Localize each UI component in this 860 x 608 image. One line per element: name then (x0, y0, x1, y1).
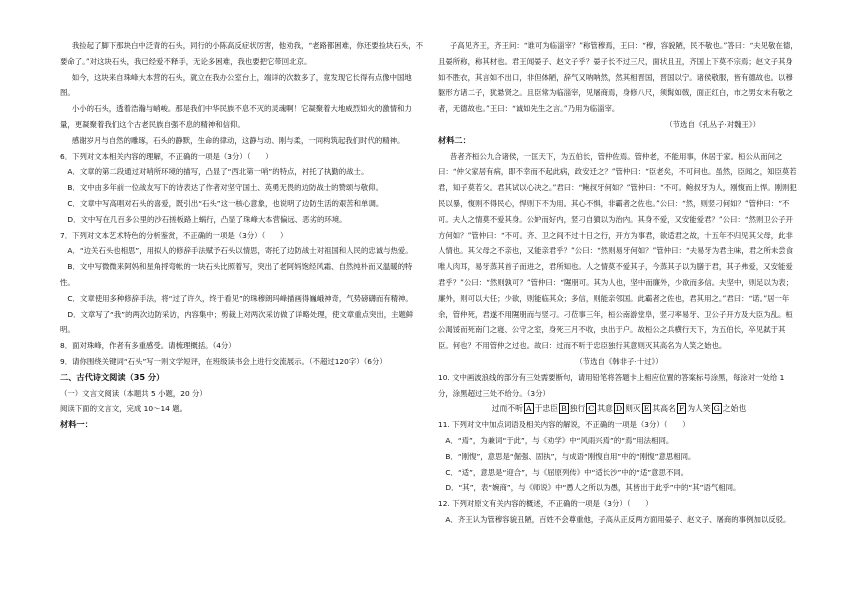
question-11-options (438, 433, 800, 496)
material-one-source: （节选自《孔丛子·对魏王》） (665, 119, 760, 129)
break-marker-G: G (713, 404, 720, 414)
sentence-fragment: 其高名 (652, 404, 676, 414)
answer-option: C．文章使用多种修辞手法，将“过了许久，终于看见”的珠穆朗玛峰描画得巍峨神奇，气势磅礴而有精神。 (67, 293, 413, 303)
section-heading: 二、古代诗文阅读（35 分） (60, 371, 165, 382)
answer-option: C．“适”，意思是“迎合”，与《屈原列传》中“适长沙”中的“适”意思不同。 (445, 467, 689, 477)
answer-option: B．文中写微微来阿妈和星角捋弯帐的一块石头比照着写，突出了老阿妈饱经风霜、自然纯朴而又温暖的特性。 (60, 262, 413, 287)
answer-option: A．齐王认为管穆容貌丑陋，百姓不会尊重他，子高从正反两方面用晏子、赵文子、屠商的事例加以反驳。 (445, 514, 791, 524)
answer-option: B．文中由多年前一位战友写下的诗表达了作者对坚守国土、英勇无畏的边防战士的赞颂与敬仰。 (67, 183, 383, 193)
material-two-text (438, 149, 800, 354)
passage-paragraph: 我捡起了脚下那块白中泛青的石头，同行的小陈高反症状厉害，他劝我，“老路都困难，你还要捡块石头，不要命了。”对这块石头，我已经爱不释手，无论多困难，我也要把它带回北京。 (60, 41, 423, 66)
sentence-fragment: 之始也 (722, 404, 747, 414)
instruction-text: 阅读下面的文言文，完成 10～14 题。 (60, 404, 187, 414)
answer-option: D．“其”，表“婉商”，与《师说》中“愚人之所以为愚，其皆出于此乎”中的“其”语气相同。 (445, 483, 741, 493)
answer-option: D．文章写了“我”的两次边防采访，内容集中；剪裁上对两次采访做了详略处理，使文章重点突出，主题鲜明。 (60, 309, 414, 335)
sentence-fragment: 独行 (569, 404, 586, 414)
answer-option: A．“边关石头也相思”，用拟人的修辞手法赋予石头以情思，寄托了边防战士对祖国和人民的忠诚与热爱。 (67, 246, 413, 256)
answer-option: A．文章的第二段通过对哨所环境的描写，凸显了“西北第一哨”的特点，衬托了执勤的战士。 (67, 167, 369, 177)
sentence-fragment: 为人笑 (687, 404, 711, 414)
material-one-text (438, 38, 800, 117)
question-12-options (438, 512, 800, 528)
sentence-fragment: 其意 (597, 404, 613, 414)
material-two-source: （节选自《韩非子·十过》） (575, 356, 663, 366)
question-stem: 6．下列对文本相关内容的理解，不正确的一项是（3分）（ ） (60, 151, 273, 161)
material-paragraph: 昔者齐桓公九合诸侯，一匡天下，为五伯长，管仲佐焉。管仲老，不能用事，休居于家。桓公从而问之曰：“仲父家居有病，即不幸而不起此病，政安迁之？”管仲曰：“臣老矣，不可问也。虽然，臣闻之，知臣莫若君，知子莫若父。君其试以心决之。”君曰：“鲍叔牙何如？”管仲曰：“不可。鲍叔牙为人，刚愎而上悍。刚则犯民以暴，愎则不得民心，悍则下不为用。其心不惧，非霸者之佐也。”公曰：“然，则竖刁何如？”管仲曰：“不可。夫人之情莫不爱其身。公妒而好内，竖刁自獖以为治内。其身不爱，又安能爱君？”公曰：“然则卫公子开方何如？”管仲曰：“不可。齐、卫之间不过十日之行，开方为事君，欲适君之故，十五年不归见其父母，此非人情也。其父母之不亲也，又能亲君乎？”公曰：“然则易牙何如？”管仲曰：“夫易牙为君主味，君之所未尝食唯人肉耳，易牙蒸其首子而进之，君所知也。人之情莫不爱其子，今蒸其子以为膳于君，其子弗爱，又安能爱君乎？”公曰：“然则孰可？”管仲曰：“隰朋可。其为人也，坚中而廉外，少欲而多信。夫坚中，则足以为表；廉外，则可以大任；少欲，则能临其众；多信，则能亲邻国。此霸者之佐也，君其用之。”君曰：“诺。”居一年余，管仲死，君遂不用隰朋而与竖刁。刁莅事三年，桓公南游堂阜，竖刁率易牙、卫公子开方及大臣为乱。桓公渴馁而死南门之寝、公守之室，身死三月不收，虫出于户。故桓公之兵横行天下，为五伯长，卒见弑于其臣。何也？不用管仲之过也。故曰：过而不听于忠臣独行其意则灭其高名为人笑之始也。 (438, 151, 797, 351)
question-12-stem: 12. 下列对原文有关内容的概述，不正确的一项是（3分）（ ） (438, 499, 653, 509)
break-marker-B: B (560, 404, 567, 414)
break-marker-E: E (643, 404, 650, 414)
subsection-heading: （一）文言文阅读（本题共 5 小题，20 分） (60, 388, 207, 398)
sentence-fragment: 过而不听 (491, 404, 523, 414)
answer-option: A．“焉”，为兼词“于此”，与《劝学》中“风雨兴焉”的“焉”用法相同。 (445, 435, 674, 445)
answer-option: B．“刚愎”，意思是“倔强、固执”，与成语“刚愎自用”中的“刚愎”意思相同。 (445, 451, 696, 461)
question-11-stem: 11. 下列对文中加点词语及相关内容的解说，不正确的一项是（3分）（ ） (438, 420, 690, 430)
material-paragraph: 子高见齐王，齐王问：“谁可为临淄宰？”称管穆焉，王曰：“穆，容貌陋，民不敬也。”答曰：“夫见敬在德，且晏所称，称其材也。君王闻晏子、赵文子乎？晏子长不过三尺，面状且丑，齐国上下莫不宗焉；赵文子其身如不胜衣，其言如不出口，非但体陋，辞气又呐呐然，然其相晋国，晋国以宁。诸侯敬服，皆有德故也。以穆躯形方诸二子，犹悬贤之。且臣常为临淄宰，见屠商焉，身修八尺，须髯如戟，面正红白，市之男女未有敬之者，无德故也。”王曰：“诚如先生之言。”乃用为临淄宰。 (438, 41, 798, 114)
question-10-stem: 10. 文中画波浪线的部分有三处需要断句，请用铅笔将答题卡上相应位置的答案标号涂黑，每涂对一处给 1 分，涂黑超过三处不给分。（3分） (438, 372, 785, 398)
answer-option: C．文章中写高唱对石头的喜爱，既引出“石头”这一核心意象，也说明了边防生活的艰苦和单调。 (67, 198, 384, 208)
passage-paragraph: 感谢岁月与自然的雕琢，石头的静默，生命的律动，这静与动、刚与柔，一同构筑起我们时代的精神。 (71, 135, 405, 145)
answer-option: D．文中写在几百多公里的沙石搓板路上蜗行，凸显了珠峰大本营偏远、恶劣的环境。 (67, 214, 347, 224)
question-stem: 7．下列对文本艺术特色的分析鉴赏，不正确的一项是（3分）（ ） (60, 230, 288, 240)
sentence-fragment: 则灭 (625, 404, 641, 414)
break-marker-D: D (615, 404, 623, 414)
question-stem: 8．面对珠峰，作者有多重感受。请梳理概括。（4分） (60, 341, 236, 351)
sentence-fragment: 于忠臣 (534, 404, 558, 414)
material-two-label: 材料二： (438, 134, 471, 145)
break-marker-F: F (678, 404, 685, 414)
reading-passage (60, 38, 425, 149)
question-stem: 9．请你围绕关键词“石头”写一则文学短评，在班级读书会上进行交流展示。（不超过120字）（6分） (60, 356, 387, 366)
break-marker-A: A (525, 404, 532, 414)
punctuation-sentence (438, 401, 800, 417)
material-one-label: 材料一： (60, 419, 93, 430)
break-marker-C: C (588, 404, 595, 414)
left-column (60, 38, 425, 433)
passage-paragraph: 如今，这块来自珠峰大本营的石头，就立在我办公室台上，端详的次数多了，竟发现它长得有点像中国地图。 (60, 72, 412, 98)
passage-paragraph: 小小的石头，透着浩瀚与峭峻。那是我们中华民族不息不灭的灵魂啊！它凝聚着大地威烈如火的激情和力量，更凝聚着我们这个古老民族自强不息的精神和信仰。 (60, 104, 412, 129)
right-column (438, 38, 800, 528)
question-list (60, 149, 425, 370)
